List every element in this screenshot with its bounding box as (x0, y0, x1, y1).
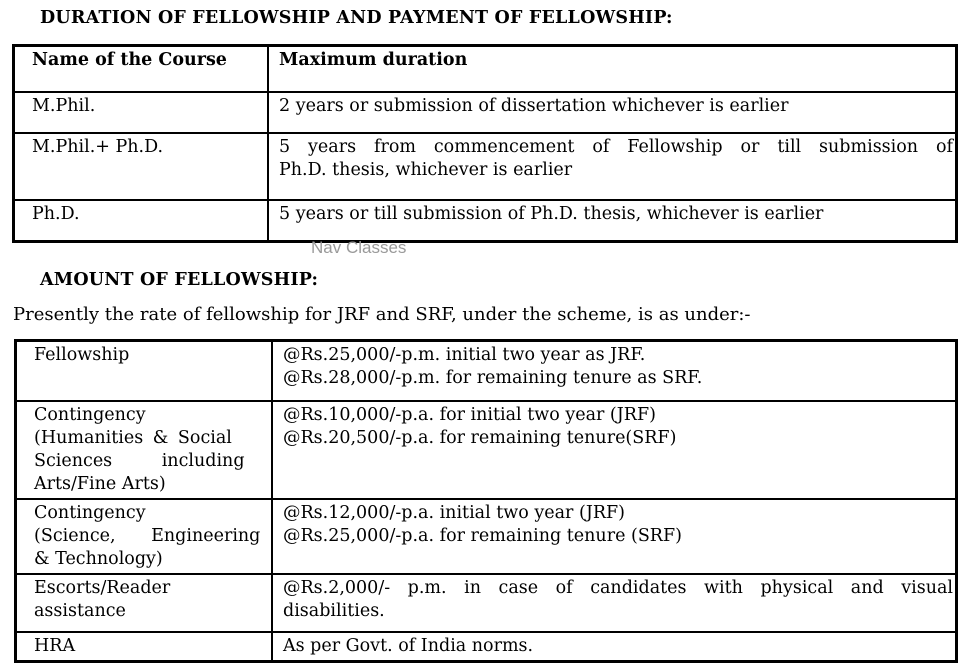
contingency-science-value: @Rs.12,000/-p.a. initial two year (JRF) @Rs.25,000/-p.a. for remaining tenure (SRF) (272, 499, 957, 574)
table-row (16, 341, 957, 401)
contingency-science-label: Contingency (Science, Engineering & Technology) (16, 499, 273, 574)
table-row (14, 92, 957, 133)
escorts-label: Escorts/Reader assistance (16, 574, 273, 632)
header-course: Name of the Course (14, 46, 269, 92)
amount-intro: Presently the rate of fellowship for JRF and SRF, under the scheme, is as under:- (13, 304, 751, 325)
table-row (16, 499, 957, 574)
table-row (14, 133, 957, 200)
amount-heading: AMOUNT OF FELLOWSHIP: (40, 270, 319, 290)
watermark-text: Nav Classes (311, 238, 407, 257)
contingency-humanities-label: Contingency (Humanities & Social Sciences including Arts/Fine Arts) (16, 401, 273, 499)
table-row (16, 401, 957, 499)
duration-heading: DURATION OF FELLOWSHIP AND PAYMENT OF FELLOWSHIP: (40, 8, 673, 28)
hra-label: HRA (16, 632, 273, 662)
course-cell: Ph.D. (14, 200, 269, 242)
table-row (16, 574, 957, 632)
table-row (14, 200, 957, 242)
amount-table (14, 339, 958, 663)
fellowship-label: Fellowship (16, 341, 273, 401)
duration-table (12, 44, 958, 243)
table-header-row (14, 46, 957, 92)
duration-cell: 2 years or submission of dissertation whichever is earlier (268, 92, 957, 133)
duration-cell: 5 years from commencement of Fellowship or till submission of Ph.D. thesis, whichever is earlier (268, 133, 957, 200)
contingency-humanities-value: @Rs.10,000/-p.a. for initial two year (JRF) @Rs.20,500/-p.a. for remaining tenure(SRF) (272, 401, 957, 499)
escorts-value: @Rs.2,000/- p.m. in case of candidates with physical and visual disabilities. (272, 574, 957, 632)
fellowship-value: @Rs.25,000/-p.m. initial two year as JRF. @Rs.28,000/-p.m. for remaining tenure as SRF. (272, 341, 957, 401)
hra-value: As per Govt. of India norms. (272, 632, 957, 662)
duration-cell: 5 years or till submission of Ph.D. thesis, whichever is earlier (268, 200, 957, 242)
header-duration: Maximum duration (268, 46, 957, 92)
course-cell: M.Phil. (14, 92, 269, 133)
table-row (16, 632, 957, 662)
course-cell: M.Phil.+ Ph.D. (14, 133, 269, 200)
